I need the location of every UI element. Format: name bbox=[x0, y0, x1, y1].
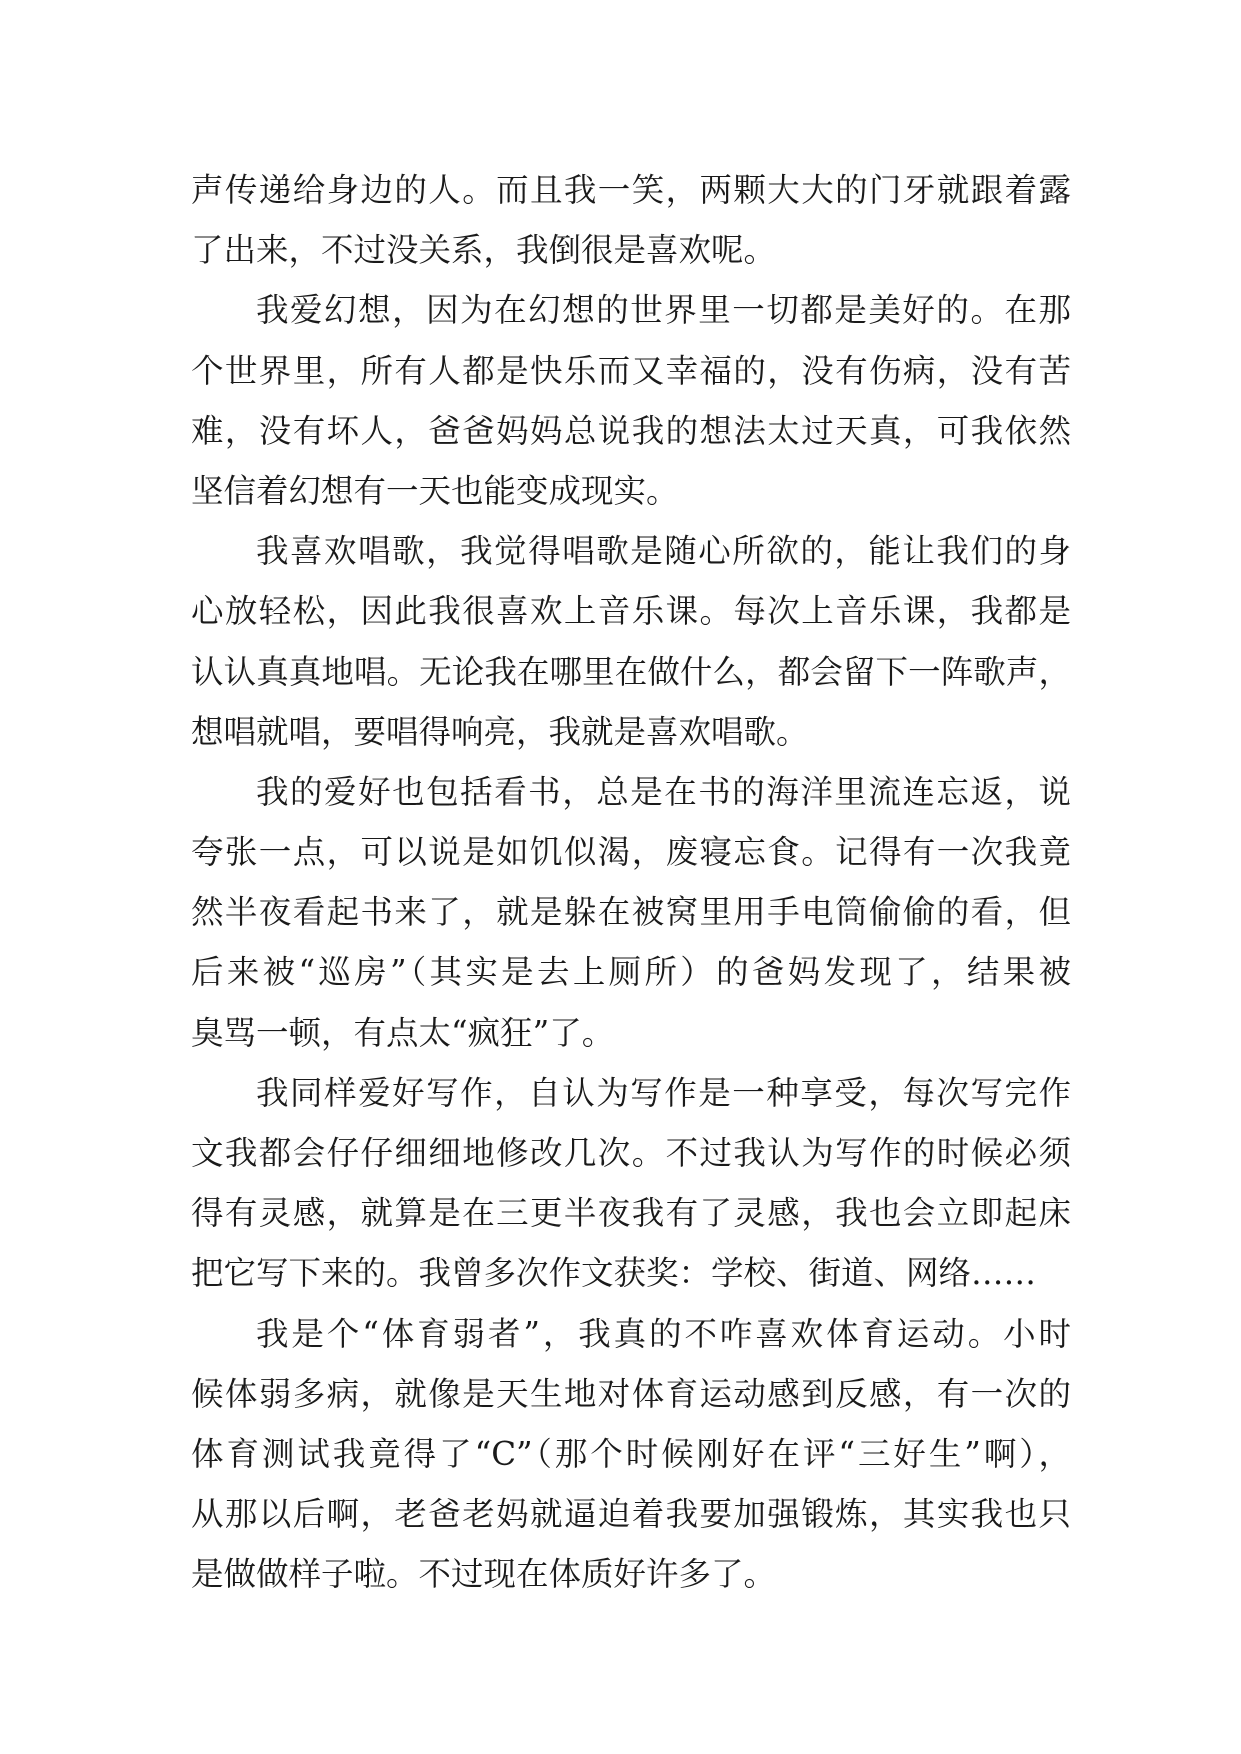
text-line: 坚信着幻想有一天也能变成现实。 bbox=[191, 471, 679, 510]
essay-body bbox=[191, 160, 1071, 1605]
text-line: 得有灵感，就算是在三更半夜我有了灵感，我也会立即起床 bbox=[191, 1194, 1071, 1233]
paragraph bbox=[191, 280, 1071, 521]
text-line: 是做做样子啦。不过现在体质好许多了。 bbox=[191, 1555, 777, 1594]
text-line: 从那以后啊，老爸老妈就逼迫着我要加强锻炼，其实我也只 bbox=[191, 1495, 1071, 1534]
text-line: 臭骂一顿，有点太“疯狂”了。 bbox=[191, 1013, 615, 1052]
paragraph bbox=[191, 1063, 1071, 1304]
text-line: 声传递给身边的人。而且我一笑，两颗大大的门牙就跟着露 bbox=[191, 171, 1071, 209]
text-line: 个世界里，所有人都是快乐而又幸福的，没有伤病，没有苦 bbox=[191, 351, 1071, 390]
text-line: 难，没有坏人，爸爸妈妈总说我的想法太过天真，可我依然 bbox=[191, 411, 1071, 450]
paragraph bbox=[191, 762, 1071, 1063]
text-line: 把它写下来的。我曾多次作文获奖：学校、街道、网络…… bbox=[191, 1254, 1037, 1293]
text-line: 体育测试我竟得了“C”（那个时候刚好在评“三好生”啊）， bbox=[191, 1434, 1071, 1473]
text-line: 我同样爱好写作，自认为写作是一种享受，每次写完作 bbox=[256, 1073, 1071, 1112]
text-line: 后来被“巡房”（其实是去上厕所）的爸妈发现了，结果被 bbox=[191, 953, 1071, 992]
paragraph bbox=[191, 160, 1071, 280]
text-line: 文我都会仔仔细细地修改几次。不过我认为写作的时候必须 bbox=[191, 1134, 1071, 1172]
text-line: 我爱幻想，因为在幻想的世界里一切都是美好的。在那 bbox=[256, 291, 1071, 330]
text-line: 候体弱多病，就像是天生地对体育运动感到反感，有一次的 bbox=[191, 1374, 1071, 1413]
text-line: 夸张一点，可以说是如饥似渴，废寝忘食。记得有一次我竟 bbox=[191, 833, 1071, 872]
paragraph bbox=[191, 521, 1071, 762]
text-line: 我的爱好也包括看书，总是在书的海洋里流连忘返，说 bbox=[256, 772, 1071, 811]
text-line: 我是个“体育弱者”，我真的不咋喜欢体育运动。小时 bbox=[256, 1314, 1071, 1353]
text-line: 想唱就唱，要唱得响亮，我就是喜欢唱歌。 bbox=[191, 712, 809, 751]
text-line: 我喜欢唱歌，我觉得唱歌是随心所欲的，能让我们的身 bbox=[256, 532, 1071, 571]
text-line: 了出来，不过没关系，我倒很是喜欢呢。 bbox=[191, 231, 777, 270]
text-line: 心放轻松，因此我很喜欢上音乐课。每次上音乐课，我都是 bbox=[191, 592, 1071, 631]
text-line: 认认真真地唱。无论我在哪里在做什么，都会留下一阵歌声， bbox=[191, 652, 1071, 691]
text-line: 然半夜看起书来了，就是躲在被窝里用手电筒偷偷的看，但 bbox=[191, 893, 1071, 932]
paragraph bbox=[191, 1304, 1071, 1605]
